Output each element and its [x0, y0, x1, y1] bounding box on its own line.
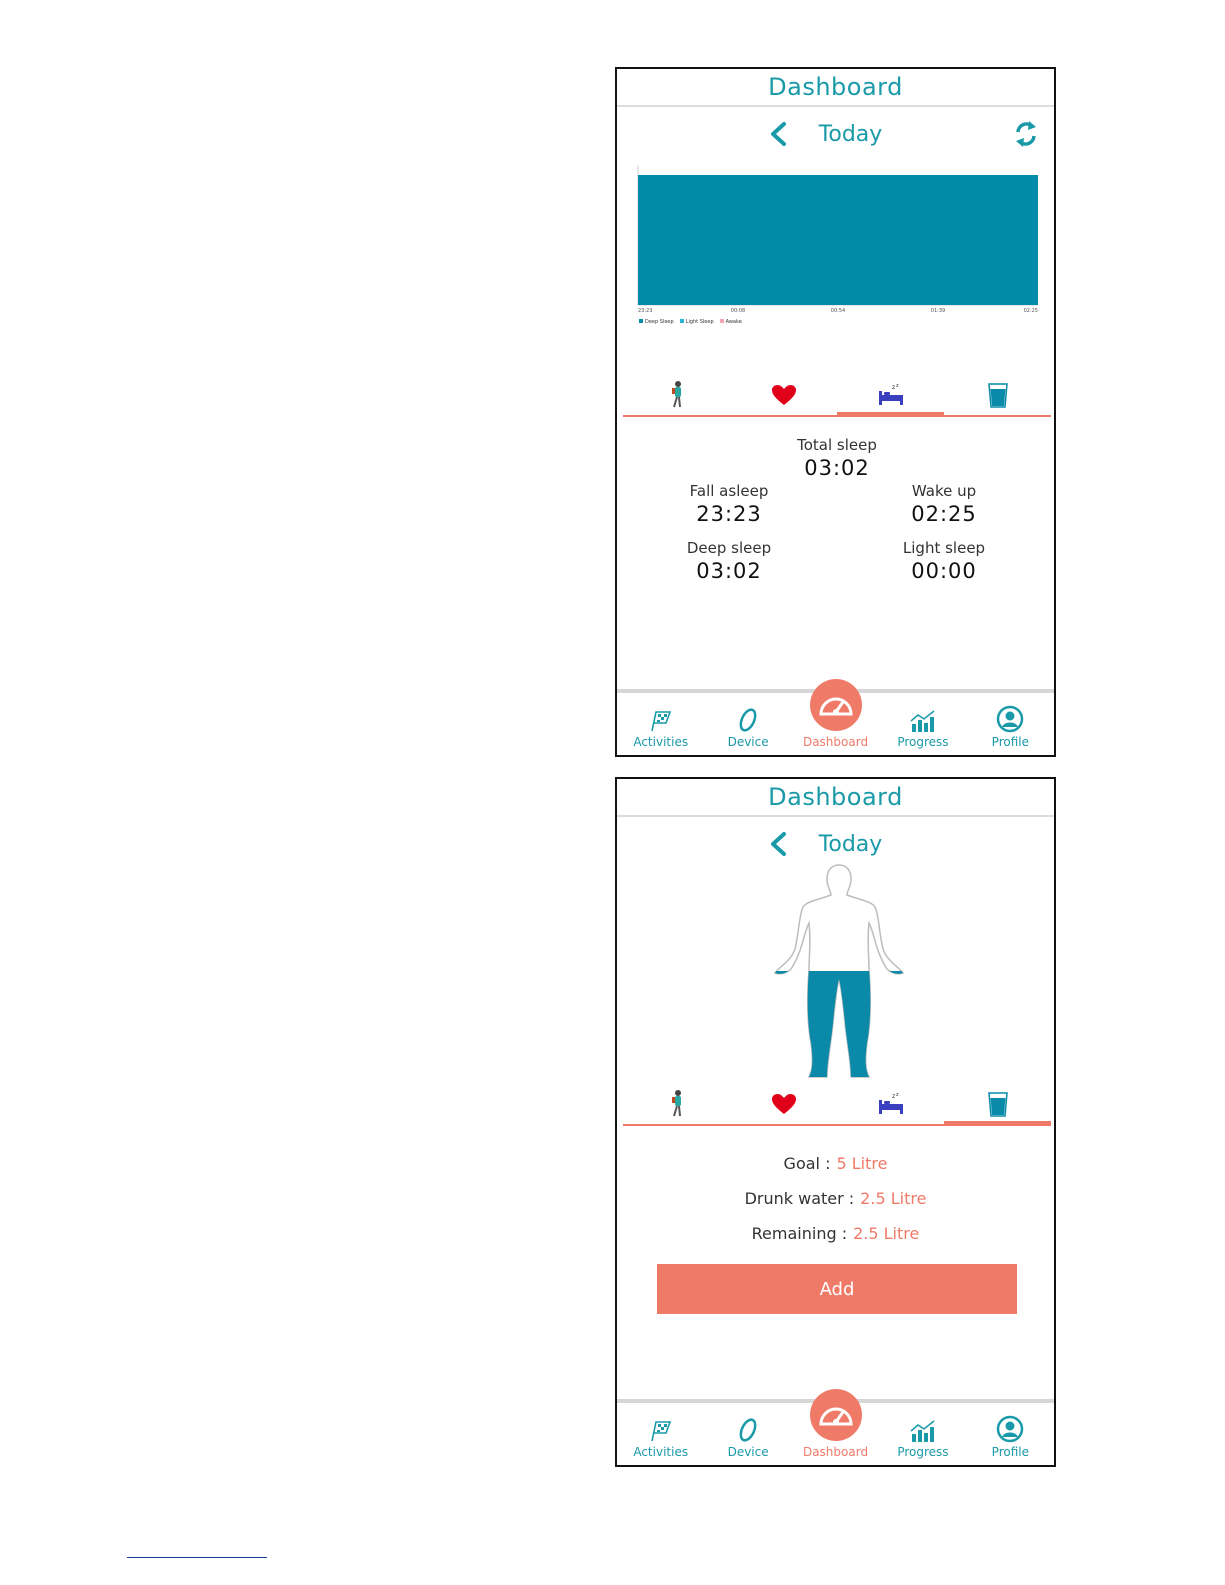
nav-dashboard[interactable]: [792, 1403, 879, 1465]
chart-legend: [639, 319, 742, 325]
page-title: Dashboard: [768, 783, 903, 811]
chevron-left-icon[interactable]: [767, 831, 789, 857]
legend-swatch: [720, 319, 724, 323]
date-navigator: [617, 107, 1054, 161]
drunk-label: Drunk water :: [744, 1189, 855, 1208]
tab-activity[interactable]: [623, 1084, 730, 1124]
x-tick-label: 00:54: [830, 308, 846, 314]
total-sleep-label: Total sleep: [797, 436, 877, 454]
water-level-fill: [769, 971, 909, 1083]
nav-label: Activities: [633, 1445, 689, 1459]
tab-sleep[interactable]: [837, 1084, 944, 1124]
nav-profile[interactable]: [967, 1403, 1054, 1465]
nav-label: Dashboard: [802, 1445, 869, 1459]
dashboard-active-circle: [810, 1389, 862, 1441]
legend-swatch: [680, 319, 684, 323]
remaining-row: [617, 1224, 1054, 1243]
tab-sleep[interactable]: [837, 375, 944, 415]
legend-label: Awake: [725, 319, 742, 325]
fall-asleep-stat: [639, 482, 819, 526]
legend-label: Light Sleep: [685, 319, 714, 325]
water-glass-icon: [988, 1091, 1008, 1117]
deep-sleep-value: 03:02: [696, 559, 762, 583]
tab-water[interactable]: [944, 375, 1051, 415]
walking-person-icon: [669, 1089, 685, 1119]
total-sleep-value: 03:02: [804, 456, 870, 480]
nav-label: Device: [727, 1445, 769, 1459]
header: [617, 779, 1054, 817]
wake-up-value: 02:25: [911, 502, 977, 526]
nav-label: Dashboard: [802, 735, 869, 749]
nav-progress[interactable]: [879, 693, 966, 755]
nav-activities[interactable]: [617, 693, 704, 755]
svg-text:z: z: [891, 384, 895, 391]
drunk-row: [617, 1189, 1054, 1208]
bottom-nav: [617, 1399, 1054, 1465]
light-sleep-stat: [854, 539, 1034, 583]
fall-asleep-value: 23:23: [696, 502, 762, 526]
light-sleep-value: 00:00: [911, 559, 977, 583]
nav-activities[interactable]: [617, 1403, 704, 1465]
nav-label: Profile: [991, 1445, 1029, 1459]
tab-heart[interactable]: [730, 1084, 837, 1124]
remaining-label: Remaining :: [751, 1224, 848, 1243]
wake-up-stat: [854, 482, 1034, 526]
profile-icon: [996, 705, 1024, 733]
legend-swatch: [639, 319, 643, 323]
speedometer-icon: [817, 690, 855, 720]
dashboard-active-circle: [810, 679, 862, 731]
nav-progress[interactable]: [879, 1403, 966, 1465]
water-dashboard-screen: [615, 777, 1056, 1467]
nav-label: Activities: [633, 735, 689, 749]
nav-device[interactable]: [704, 693, 791, 755]
profile-icon: [996, 1415, 1024, 1443]
x-tick-label: 02:25: [1023, 308, 1038, 314]
date-label: Today: [818, 121, 883, 147]
x-tick-label: 00:08: [730, 308, 746, 314]
sleep-chart: [632, 165, 1045, 335]
area-deep-sleep: [638, 175, 1038, 305]
drunk-value: 2.5 Litre: [860, 1189, 927, 1208]
deep-sleep-label: Deep sleep: [686, 539, 772, 557]
bed-sleep-icon: [877, 383, 905, 407]
legend-item: [720, 319, 742, 325]
bed-sleep-icon: [877, 1092, 905, 1116]
heart-icon: [771, 1093, 797, 1115]
nav-label: Device: [727, 735, 769, 749]
heart-icon: [771, 384, 797, 406]
speedometer-icon: [817, 1400, 855, 1430]
water-glass-icon: [988, 382, 1008, 408]
svg-text:z: z: [891, 1093, 895, 1100]
add-water-button[interactable]: Add: [657, 1264, 1017, 1314]
remaining-value: 2.5 Litre: [853, 1224, 920, 1243]
x-tick-label: 23:23: [638, 308, 653, 314]
total-sleep-stat: [747, 436, 927, 480]
band-icon: [737, 1417, 759, 1443]
sync-icon[interactable]: [1012, 119, 1040, 149]
x-tick-label: 01:39: [930, 308, 946, 314]
nav-label: Progress: [897, 1445, 949, 1459]
svg-text:z: z: [895, 1092, 899, 1098]
svg-text:z: z: [895, 383, 899, 389]
flag-icon: [648, 1419, 674, 1443]
band-icon: [737, 707, 759, 733]
chart-icon: [909, 1419, 937, 1443]
footnote-separator: [127, 1557, 267, 1558]
bottom-nav: [617, 689, 1054, 755]
wake-up-label: Wake up: [911, 482, 977, 500]
date-label: Today: [818, 831, 883, 857]
tab-activity[interactable]: [623, 375, 730, 415]
goal-value: 5 Litre: [836, 1154, 888, 1173]
header: [617, 69, 1054, 107]
metric-tabs: [623, 1084, 1051, 1126]
tab-heart[interactable]: [730, 375, 837, 415]
nav-device[interactable]: [704, 1403, 791, 1465]
chevron-left-icon[interactable]: [767, 121, 789, 147]
nav-profile[interactable]: [967, 693, 1054, 755]
legend-item: [639, 319, 674, 325]
metric-tabs: [623, 375, 1051, 417]
chart-icon: [909, 709, 937, 733]
goal-label: Goal :: [783, 1154, 831, 1173]
light-sleep-label: Light sleep: [902, 539, 986, 557]
nav-label: Profile: [991, 735, 1029, 749]
nav-label: Progress: [897, 735, 949, 749]
tab-water[interactable]: [944, 1084, 1051, 1124]
nav-dashboard[interactable]: [792, 693, 879, 755]
goal-row: [617, 1154, 1054, 1173]
legend-item: [680, 319, 714, 325]
fall-asleep-label: Fall asleep: [689, 482, 769, 500]
deep-sleep-stat: [639, 539, 819, 583]
page-title: Dashboard: [768, 73, 903, 101]
body-water-figure: [769, 863, 909, 1083]
walking-person-icon: [669, 380, 685, 410]
legend-label: Deep Sleep: [645, 319, 674, 325]
sleep-dashboard-screen: [615, 67, 1056, 757]
flag-icon: [648, 709, 674, 733]
